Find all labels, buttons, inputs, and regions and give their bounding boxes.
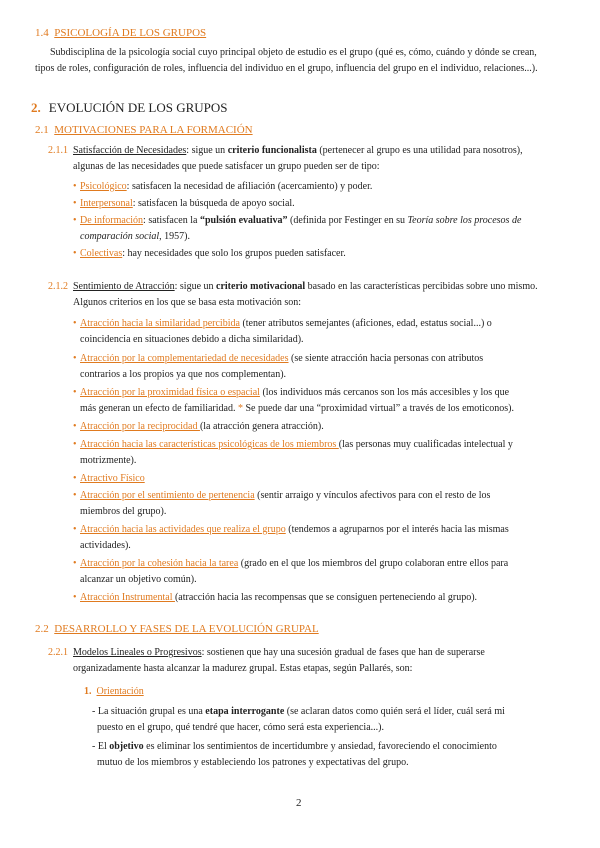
bullet-icon: • [73,558,77,569]
bullet-icon: • [73,318,77,329]
section-title-link[interactable]: PSICOLOGÍA DE LOS GRUPOS [54,27,207,39]
item-link[interactable]: Atracción por la reciprocidad [80,421,200,432]
section-2-1-2-line2: Algunos criterios en los que se basa esta motivación son: [73,297,302,308]
bullet-icon: • [73,215,77,226]
phase-1-point-2: - El objetivo es eliminar los sentimientos de incertidumbre y ansiedad, favoreciendo el conocimiento [92,741,497,752]
item-link[interactable]: Interpersonal [80,198,133,209]
section-title-link[interactable]: DESARROLLO Y FASES DE LA EVOLUCIÓN GRUPAL [54,623,319,635]
section-number: 2.2 [35,623,49,635]
bullet-icon: • [73,473,77,484]
section-1-4-text-line2: tipos de roles, configuración de roles, influencia del individuo en el grupo, influencia del grupo en el individuo, relaciones...). [35,63,538,74]
list-item: • Colectivas: hay necesidades que solo los grupos pueden satisfacer. [73,246,346,262]
item-link[interactable]: Atracción Instrumental [80,592,175,603]
list-item: • Atracción por la reciprocidad (la atracción genera atracción). [73,419,324,435]
subsection-number: 2.2.1 [48,647,68,658]
bullet-icon: • [73,439,77,450]
item-link[interactable]: Atracción por la complementariedad de necesidades [80,353,289,364]
page-number: 2 [296,797,302,809]
item-link[interactable]: Atracción por la proximidad física o espacial [80,387,260,398]
section-2-2-1-intro: 2.2.1 Modelos Lineales o Progresivos: sostienen que hay una sucesión gradual de fases que han de superarse [48,647,485,658]
section-2-heading [31,99,228,117]
list-item-line2: actividades). [80,540,131,551]
list-item [73,471,145,487]
section-title: EVOLUCIÓN DE LOS GRUPOS [48,100,228,115]
item-link[interactable]: Atracción hacia las actividades que realiza el grupo [80,524,286,535]
list-item-line2: más generan un efecto de familiaridad. * Se puede dar una “proximidad virtual” a través de los emoticonos). [80,403,515,414]
list-item-line2: alcanzar un objetivo común). [80,574,197,585]
subsection-number: 2.1.2 [48,281,68,292]
phase-1-point-1-line2: puesto en el grupo, qué tendré que hacer, cómo será esta experiencia...). [97,722,384,733]
item-link[interactable]: Atractivo Físico [80,473,145,484]
item-link[interactable]: Atracción por el sentimiento de pertenencia [80,490,255,501]
phase-title-link[interactable]: Orientación [96,686,144,697]
section-2-2-heading [35,623,319,635]
list-item: • Atracción Instrumental (atracción hacia las recompensas que se consiguen perteneciendo al grupo). [73,590,477,606]
item-link[interactable]: Psicológico [80,181,127,192]
list-item: • Psicológico: satisfacen la necesidad de afiliación (acercamiento) y poder. [73,179,372,195]
section-2-2-1-line2: organizadamente hasta alcanzar la madurez grupal. Estas etapas, según Pallarés, son: [73,663,413,674]
bullet-icon: • [73,524,77,535]
section-2-1-2-intro: 2.1.2 Sentimiento de Atracción: sigue un criterio motivacional basado en las características percibidas sobre uno mismo. [48,281,538,292]
bullet-icon: • [73,592,77,603]
item-link[interactable]: Atracción hacia la similaridad percibida [80,318,240,329]
section-2-1-1-line2: algunas de las necesidades que puede satisfacer un grupo pueden ser de tipo: [73,161,380,172]
phase-1-point-2-line2: mutuo de los miembros y estableciendo los patrones y expectativas del grupo. [97,757,409,768]
bullet-icon: • [73,353,77,364]
list-item: • Atracción por la complementariedad de necesidades (se siente atracción hacia personas con atributos [73,351,483,367]
term: Satisfacción de Necesidades [73,145,187,156]
subsection-number: 2.1.1 [48,145,68,156]
section-1-4-text: Subdisciplina de la psicología social cuyo principal objeto de estudio es el grupo (qué es, cómo, cuándo y dónde se crean, [50,47,537,58]
bullet-icon: • [73,421,77,432]
item-link[interactable]: Atracción hacia las características psicológicas de los miembros [80,439,339,450]
bullet-icon: • [73,198,77,209]
bullet-icon: • [73,387,77,398]
list-item: • Atracción hacia la similaridad percibida (tener atributos semejantes (aficiones, edad, estatus social...) o [73,316,492,332]
section-2-1-heading [35,124,253,136]
list-item: • Atracción por la cohesión hacia la tarea (grado en el que los miembros del grupo colaboran entre ellos para [73,556,508,572]
term: Sentimiento de Atracción [73,281,175,292]
list-item-line2: comparación social, 1957). [80,231,190,242]
item-link[interactable]: Colectivas [80,248,123,259]
list-item-line2: miembros del grupo). [80,506,167,517]
section-title-link[interactable]: MOTIVACIONES PARA LA FORMACIÓN [54,124,253,136]
list-item-line2: motrizmente). [80,455,137,466]
list-item: • Atracción hacia las actividades que realiza el grupo (tendemos a agruparnos por el interés hacia las mismas [73,522,509,538]
phase-1-point-1: - La situación grupal es una etapa interrogante (se aclaran datos como quién será el líder, cuál será mi [92,706,505,717]
list-item-line2: contrarios a los propios ya que nos complementan). [80,369,287,380]
section-1-4-heading [35,27,206,39]
list-item: • Interpersonal: satisfacen la búsqueda de apoyo social. [73,196,295,212]
phase-number: 1. [84,686,92,697]
phase-1-heading [84,684,144,700]
list-item: • Atracción por la proximidad física o espacial (los individuos más cercanos son los más accesibles y los que [73,385,509,401]
item-link[interactable]: De información [80,215,144,226]
section-number: 1.4 [35,27,49,39]
bullet-icon: • [73,490,77,501]
section-number: 2.1 [35,124,49,136]
section-number: 2. [31,100,41,115]
list-item-line2: coincidencia en situaciones debido a dicha similaridad). [80,334,304,345]
item-link[interactable]: Atracción por la cohesión hacia la tarea [80,558,239,569]
term: Modelos Lineales o Progresivos [73,647,202,658]
section-2-1-1-intro: 2.1.1 Satisfacción de Necesidades: sigue un criterio funcionalista (pertenecer al grupo es una utilidad para nosotros), [48,145,523,156]
bullet-icon: • [73,248,77,259]
list-item: • Atracción por el sentimiento de pertenencia (sentir arraigo y vínculos afectivos para con el resto de los [73,488,490,504]
list-item: • Atracción hacia las características psicológicas de los miembros (las personas muy cualificadas intelectual y [73,437,513,453]
bullet-icon: • [73,181,77,192]
list-item: • De información: satisfacen la “pulsión evaluativa” (definida por Festinger en su Teoría sobre los procesos de [73,213,521,229]
